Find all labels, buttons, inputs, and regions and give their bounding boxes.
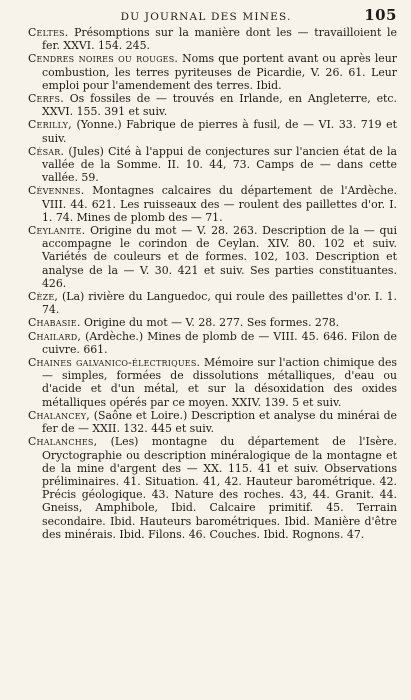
index-entry <box>28 330 397 356</box>
entry-text: (Ardèche.) Mines de plomb de — VIII. 45. 646. Filon de cuivre. 661. <box>42 329 397 356</box>
index-entry <box>28 316 397 329</box>
index-entry <box>28 118 397 144</box>
index-entry <box>28 409 397 435</box>
index-entry <box>28 92 397 118</box>
entry-term: César. <box>28 144 65 158</box>
index-entry <box>28 224 397 290</box>
index-entry <box>28 290 397 316</box>
entry-text: Noms que portent avant ou après leur combustion, les terres pyriteuses de Picardie, V. 26. 61. Leur emploi pour l'amendement des terres. Ibid. <box>42 52 397 92</box>
entry-term: Chailard, <box>28 329 82 343</box>
entry-term: Cerfs. <box>28 92 64 106</box>
entry-term: Chabasie. <box>28 316 81 330</box>
index-entry <box>28 356 397 409</box>
entry-text: (Saône et Loire.) Description et analyse du minérai de fer de — XXII. 132. 445 et suiv. <box>42 408 397 436</box>
entry-text: Origine du mot — V. 28. 263. Description de la — qui accompagne le corindon de Ceylan. XIV. 80. 102 et suiv. Variétés de couleurs et de formes. 102, 103. Description et analyse de la — V. 30. 421 et suiv. Ses parties constituantes. 426. <box>42 224 397 290</box>
index-entries <box>28 26 397 541</box>
entry-term: Ceylanite. <box>28 224 86 238</box>
entry-text: (Yonne.) Fabrique de pierres à fusil, de — VI. 33. 719 et suiv. <box>42 118 397 145</box>
entry-term: Celtes. <box>28 26 69 39</box>
entry-text: Présomptions sur la manière dont les — travailloient le fer. XXVI. 154. 245. <box>42 26 397 53</box>
entry-text: Origine du mot — V. 28. 277. Ses formes. 278. <box>80 316 340 330</box>
entry-text: Os fossiles de — trouvés en Irlande, en Angleterre, etc. XXVI. 155. 391 et suiv. <box>42 92 397 119</box>
index-entry <box>28 52 397 92</box>
entry-text: Mémoire sur l'action chimique des — simples, formées de dissolutions métalliques, d'eau ou d'acide et d'un métal, et sur la désoxidation des oxides métalliques opérés par ce moyen. XXIV. 139. 5 et suiv. <box>42 356 398 409</box>
index-entry <box>28 26 397 52</box>
index-entry <box>28 435 397 541</box>
entry-term: Cèze, <box>28 290 59 304</box>
entry-text: (La) rivière du Languedoc, qui roule des paillettes d'or. I. 1. 74. <box>42 290 397 317</box>
index-entry <box>28 145 397 185</box>
entry-term: Cévennes. <box>28 184 85 198</box>
entry-text: Montagnes calcaires du département de l'Ardèche. VIII. 44. 621. Les ruisseaux des — roulent des paillettes d'or. I. 1. 74. Mines de plomb des — 71. <box>42 184 397 224</box>
page-number: 105 <box>364 6 397 24</box>
entry-text: (Jules) Cité à l'appui de conjectures sur l'ancien état de la vallée de la Somme. II. 10. 44, 73. Camps de — dans cette vallée. 59. <box>42 144 397 185</box>
entry-term: Cendres noires ou rouges. <box>28 52 179 66</box>
running-header <box>28 6 397 26</box>
entry-text: (Les) montagne du département de l'Isère. Oryctographie ou description minéralogique de la montagne et de la mine d'argent des — XX. 115. 41 et suiv. Observations préliminaires. 41. Situation. 41, 42. Hauteur barométrique. 42. Précis géologique. 43. Nature des roches. 43, 44. Granit. 44. Gneiss, Amphibole, Ibid. Calcaire primitif. 45. Terrain secondaire. Ibid. Hauteurs barométriques. Ibid. Manière d'être des minérais. Ibid. Filons. 46. Couches. Ibid. Rognons. 47. <box>42 435 397 541</box>
entry-term: Chalanches, <box>28 435 98 449</box>
index-entry <box>28 184 397 224</box>
entry-term: Chalancey, <box>28 408 90 422</box>
running-title: DU JOURNAL DES MINES. <box>120 11 292 23</box>
entry-term: Chaines galvanico-électriques. <box>28 356 201 370</box>
entry-term: Cerilly, <box>28 118 72 132</box>
